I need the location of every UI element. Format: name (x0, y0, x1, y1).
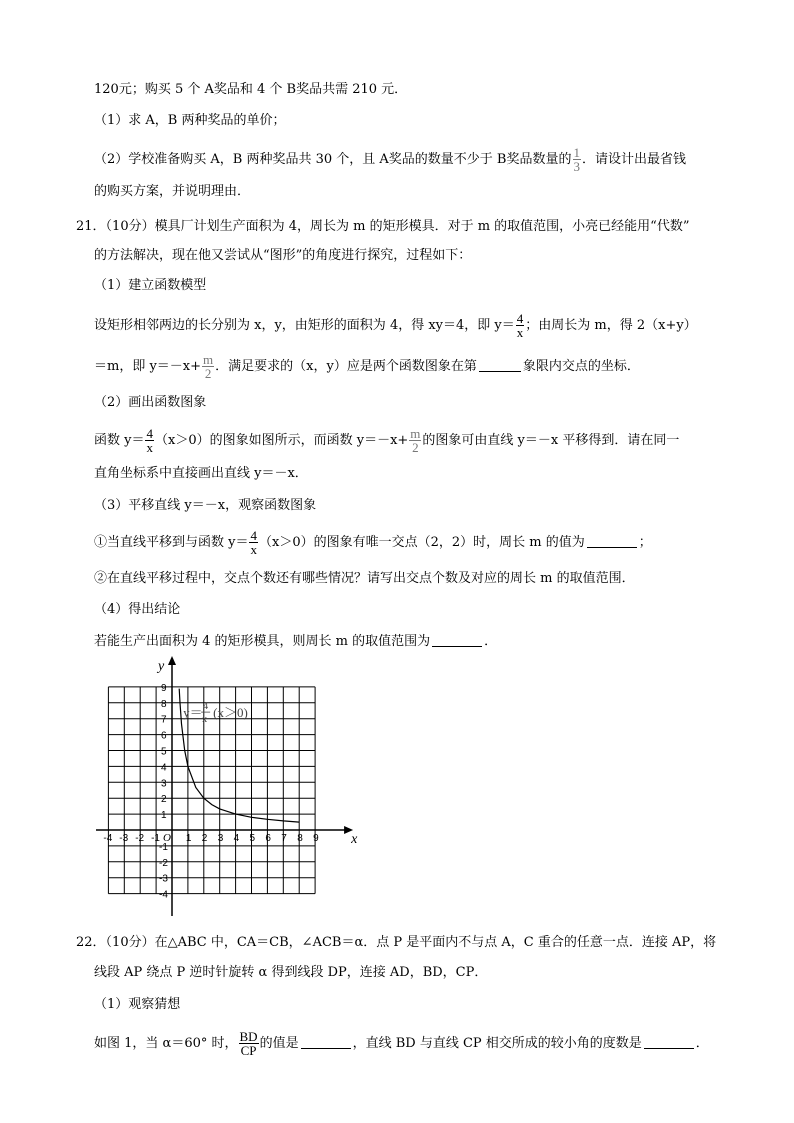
q20-fraction-one-third (573, 146, 582, 173)
q21-step3-title: （3）平移直线 y＝－x，观察函数图象 (94, 498, 317, 513)
y-axis-label: y (158, 659, 165, 674)
q20-sub2-text-b: ．请设计出最省钱 (582, 152, 687, 167)
x-tick-label: 5 (249, 833, 256, 844)
q21-step1-text-e: 象限内交点的坐标． (522, 359, 640, 374)
fraction-numerator: m (410, 426, 421, 441)
x-axis-label: x (351, 832, 358, 847)
fraction-numerator: 4 (146, 426, 153, 441)
q21-step1-text-c: ＝m，即 y＝－x+ (94, 359, 202, 374)
answer-blank-range[interactable] (432, 632, 482, 647)
function-graph (94, 656, 364, 921)
q21-step4-title: （4）得出结论 (94, 602, 181, 617)
q21-step3-q1-text-b: （x＞0）的图象有唯一交点（2，2）时，周长 m 的值为 (258, 535, 585, 550)
q21-step3-q2: ②在直线平移过程中，交点个数还有哪些情况？请写出交点个数及对应的周长 m 的取值范围． (94, 571, 635, 586)
y-tick-label: -1 (159, 841, 168, 853)
q21-step3-q1 (94, 529, 652, 556)
axes (96, 656, 358, 916)
y-tick-label: 8 (161, 698, 167, 710)
q22-intro-line2: 线段 AP 绕点 P 逆时针旋转 α 得到线段 DP，连接 AD，BD，CP． (94, 965, 488, 980)
fraction-denominator: 2 (204, 366, 212, 381)
curve-label-numerator: 4 (203, 701, 209, 713)
x-tick-label: 4 (233, 833, 240, 844)
q22-sub1-text-b: 的值是 (259, 1036, 299, 1051)
x-tick-label: 8 (297, 833, 303, 844)
q21-step3-q1-text-a: ①当直线平移到与函数 y＝ (94, 535, 249, 550)
q21-step2-text-b: （x＞0）的图象如图所示，而函数 y＝－x+ (154, 433, 409, 448)
fraction-denominator: 2 (412, 440, 419, 455)
origin-label: O (163, 832, 171, 844)
y-tick-label: 5 (161, 746, 167, 758)
fraction-denominator: x (516, 325, 524, 340)
q21-step1-line1 (94, 312, 697, 339)
fraction-denominator: x (146, 440, 153, 455)
fraction-numerator: m (203, 352, 214, 367)
q21-step2-line1 (94, 427, 679, 454)
x-tick-label: 7 (281, 833, 287, 844)
q22-sub1-title: （1）观察猜想 (94, 997, 181, 1012)
fraction-bd-over-cp (239, 1030, 259, 1057)
q21-step2-line2: 直角坐标系中直接画出直线 y＝－x． (94, 466, 308, 481)
y-tick-label: 6 (161, 730, 167, 742)
x-tick-label: -1 (151, 833, 161, 844)
q21-step1-text-d: ．满足要求的（x，y）应是两个函数图象在第 (215, 359, 477, 374)
q21-step4-line (94, 632, 497, 652)
q21-step4-text-b: ． (484, 634, 498, 649)
q22-intro-line1: 22．（10分）在△ABC 中，CA＝CB，∠ACB＝α．点 P 是平面内不与点 A，C 重合的任意一点．连接 AP，将 (76, 935, 717, 950)
x-tick-label: -2 (135, 833, 145, 844)
q22-sub1-text-c: ，直线 BD 与直线 CP 相交所成的较小角的度数是 (352, 1036, 642, 1051)
y-tick-label: 1 (161, 810, 167, 822)
fraction-4-over-x (145, 427, 154, 454)
y-tick-label: -3 (159, 873, 168, 885)
q21-step3-q1-text-c: ； (638, 535, 652, 550)
q21-step1-text-b: ；由周长为 m，得 2（x+y） (525, 318, 697, 333)
fraction-numerator: 1 (573, 145, 580, 160)
q21-intro-line2: 的方法解决，现在他又尝试从“图形”的角度进行探究，过程如下： (94, 248, 472, 263)
q21-step4-text-a: 若能生产出面积为 4 的矩形模具，则周长 m 的取值范围为 (94, 634, 431, 649)
fraction-denominator: CP (240, 1043, 257, 1058)
fraction-4-over-x (249, 529, 258, 556)
q21-step2-text-c: 的图象可由直线 y＝－x 平移得到．请在同一 (422, 433, 680, 448)
x-tick-label: -3 (119, 833, 129, 844)
q21-step1-line2 (94, 353, 640, 380)
y-tick-label: -2 (159, 857, 168, 869)
fraction-denominator: x (250, 542, 257, 557)
q21-step2-title: （2）画出函数图象 (94, 395, 207, 410)
y-tick-label: 3 (161, 778, 167, 790)
q20-sub2 (94, 146, 686, 173)
x-tick-label: 6 (265, 833, 271, 844)
q20-line1: 120元；购买 5 个 A奖品和 4 个 B奖品共需 210 元． (94, 82, 408, 97)
y-tick-label: -4 (159, 889, 168, 901)
x-tick-label: 3 (217, 833, 224, 844)
fraction-numerator: 4 (516, 311, 524, 326)
fraction-m-over-2 (409, 427, 421, 454)
fraction-numerator: 4 (250, 528, 257, 543)
q22-sub1-text-d: ． (695, 1036, 709, 1051)
q20-sub2-text-a: （2）学校准备购买 A，B 两种奖品共 30 个，且 A奖品的数量不少于 B奖品数量的 (94, 152, 572, 167)
grid (108, 687, 315, 894)
q21-step1-text-a: 设矩形相邻两边的长分别为 x，y，由矩形的面积为 4，得 xy＝4，即 y＝ (94, 318, 515, 333)
q21-step2-text-a: 函数 y＝ (94, 433, 145, 448)
curve-label-condition: (x＞0) (213, 705, 248, 721)
q22-sub1-text-a: 如图 1，当 α＝60° 时， (94, 1036, 238, 1051)
answer-blank-angle[interactable] (644, 1034, 694, 1049)
y-tick-label: 4 (161, 762, 167, 774)
y-tick-label: 7 (161, 714, 167, 726)
fraction-denominator: 3 (573, 159, 580, 174)
x-tick-label: 2 (201, 833, 208, 844)
curve-label (183, 701, 248, 725)
q21-intro-line1: 21．（10分）模具厂计划生产面积为 4，周长为 m 的矩形模具．对于 m 的取值范围，小亮已经能用“代数” (76, 219, 690, 234)
q20-sub2-line2: 的购买方案，并说明理由． (94, 184, 251, 199)
answer-blank-perimeter[interactable] (587, 533, 637, 548)
fraction-m-over-2 (202, 353, 214, 380)
q20-sub1: （1）求 A，B 两种奖品的单价； (94, 113, 286, 128)
y-tick-label: 2 (161, 794, 167, 806)
y-tick-label: 9 (161, 682, 167, 694)
x-tick-label: 9 (313, 833, 319, 844)
q22-sub1-line (94, 1030, 709, 1057)
answer-blank-quadrant[interactable] (479, 357, 521, 372)
fraction-numerator: BD (239, 1029, 258, 1044)
curve-label-y: y＝ (183, 705, 203, 721)
fraction-4-over-x (516, 312, 525, 339)
answer-blank-ratio[interactable] (301, 1034, 351, 1049)
tick-labels (103, 683, 319, 901)
y-axis-arrow (168, 656, 176, 665)
x-tick-label: -4 (103, 833, 113, 844)
x-tick-label: 1 (185, 833, 192, 844)
curve-label-denominator: x (202, 714, 208, 726)
q21-step1-title: （1）建立函数模型 (94, 278, 207, 293)
